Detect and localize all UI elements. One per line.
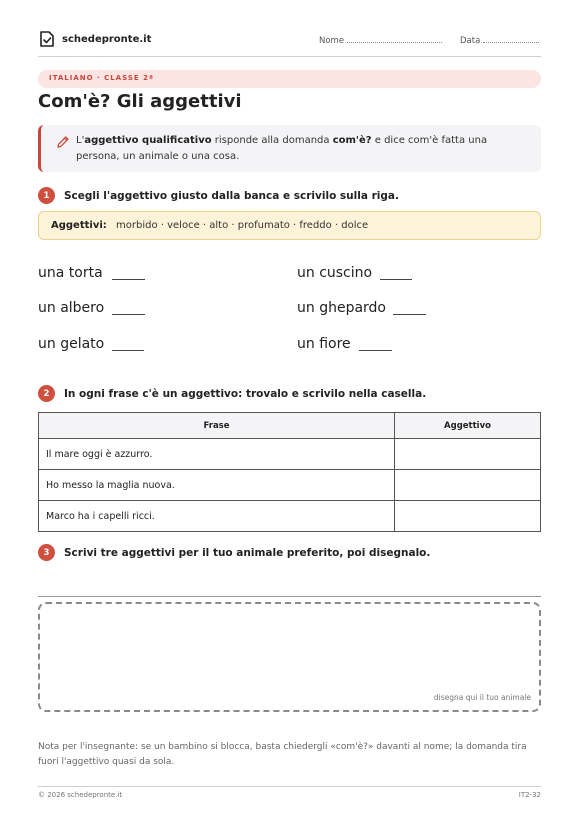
table-row [39,439,541,470]
name-field[interactable] [319,35,442,46]
column-header-sentence: Frase [39,413,395,439]
checked-document-icon [38,30,56,48]
rule-text: L'aggettivo qualificativo risponde alla domanda com'è? e dice com'è fatta una persona, un animale o una cosa. [76,135,488,162]
sentence-cell: Ho messo la maglia nuova. [39,470,395,501]
word-bank-words: morbido · veloce · alto · profumato · freddo · dolce [116,220,369,231]
footer-copyright: © 2026 schedepronte.it [38,791,123,799]
answer-cell[interactable] [395,439,541,470]
subject-band [38,70,541,88]
phrase-item: una torta [38,265,103,281]
site-logo [38,30,151,48]
sentence-cell: Il mare oggi è azzurro. [39,439,395,470]
exercise-instruction: In ogni frase c'è un aggettivo: trovalo e scrivilo nella casella. [64,387,427,400]
site-name: schedepronte.it [62,33,152,45]
table-header-row [39,413,541,439]
answer-blank[interactable] [112,279,145,280]
phrase-item: un gelato [38,336,105,352]
word-bank [38,211,541,240]
exercise-instruction: Scegli l'aggettivo giusto dalla banca e scrivilo sulla riga. [64,189,399,202]
answer-cell[interactable] [395,470,541,501]
rule-term: aggettivo qualificativo [84,135,212,146]
header-divider [38,56,541,57]
footer-code: IT2-32 [518,791,541,799]
adjective-table [38,412,541,532]
exercise-1-heading [38,187,399,204]
page-title: Com'è? Gli aggettivi [38,91,242,112]
date-line [483,35,539,43]
exercise-number: 1 [38,187,55,204]
writing-line[interactable] [38,596,541,597]
phrase-item: un ghepardo [297,300,386,316]
page-header [38,30,541,54]
phrase-item: un albero [38,300,105,316]
drawing-area[interactable] [38,602,541,712]
teacher-note: Nota per l'insegnante: se un bambino si blocca, basta chiedergli «com'è?» davanti al nome; la domanda tira fuori l'aggettivo quasi da sola. [38,742,527,767]
exercise-number: 2 [38,385,55,402]
answer-blank[interactable] [393,314,426,315]
rule-box [38,125,541,172]
answer-blank[interactable] [380,279,412,280]
sentence-cell: Marco ha i capelli ricci. [39,501,395,532]
answer-blank[interactable] [359,350,392,351]
phrase-item: un fiore [297,336,351,352]
exercise-number: 3 [38,544,55,561]
answer-blank[interactable] [112,314,145,315]
date-field[interactable] [460,35,539,46]
phrase-item: un cuscino [297,265,373,281]
name-line [347,35,442,43]
word-bank-label: Aggettivi: [51,220,107,231]
name-label: Nome [319,36,345,46]
table-row [39,470,541,501]
subject-label: ITALIANO · CLASSE 2ª [49,74,154,82]
exercise-3-heading [38,544,430,561]
answer-cell[interactable] [395,501,541,532]
pencil-icon [56,135,70,149]
date-label: Data [460,36,481,46]
column-header-adjective: Aggettivo [395,413,541,439]
exercise-2-heading [38,385,426,402]
drawing-hint: disegna qui il tuo animale [433,693,531,702]
rule-question: com'è? [332,135,372,146]
table-row [39,501,541,532]
exercise-instruction: Scrivi tre aggettivi per il tuo animale preferito, poi disegnalo. [64,546,431,559]
answer-blank[interactable] [112,350,144,351]
footer-divider [38,786,541,787]
